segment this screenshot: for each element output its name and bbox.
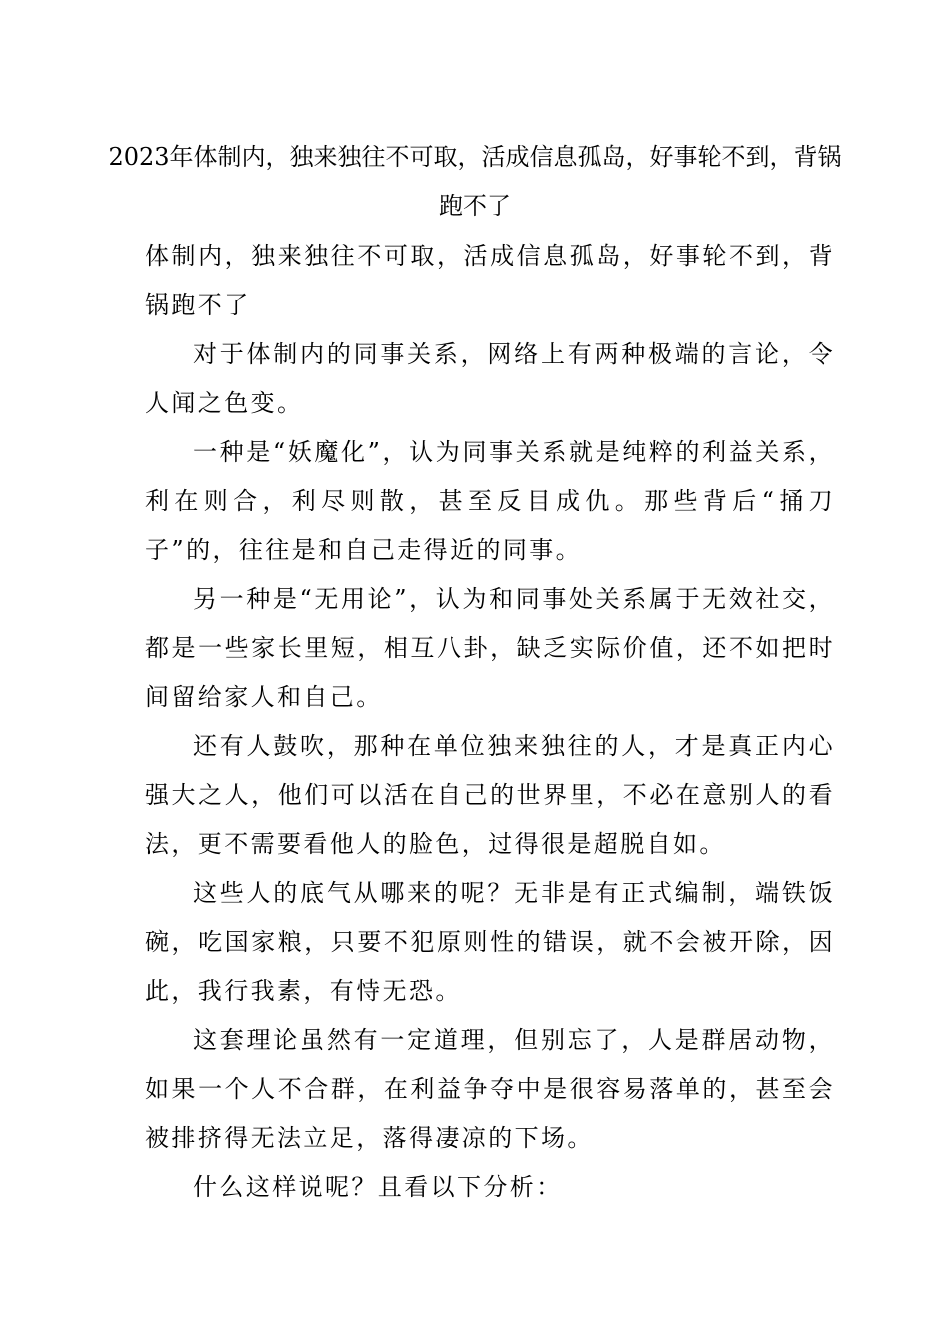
- document-body: [145, 232, 835, 1212]
- body-paragraph: 什么这样说呢？且看以下分析：: [193, 1173, 563, 1201]
- body-paragraph: 对于体制内的同事关系，网络上有两种极端的言论，令人闻之色变。: [145, 340, 835, 417]
- body-paragraph: 这套理论虽然有一定道理，但别忘了，人是群居动物，如果一个人不合群，在利益争夺中是很容易落单的，甚至会被排挤得无法立足，落得凄凉的下场。: [145, 1026, 835, 1152]
- body-paragraph: 另一种是“无用论”，认为和同事处关系属于无效社交，都是一些家长里短，相互八卦，缺乏实际价值，还不如把时间留给家人和自己。: [145, 585, 835, 711]
- body-paragraph: 这些人的底气从哪来的呢？无非是有正式编制，端铁饭碗，吃国家粮，只要不犯原则性的错误，就不会被开除，因此，我行我素，有恃无恐。: [145, 879, 835, 1005]
- body-paragraph: 一种是“妖魔化”，认为同事关系就是纯粹的利益关系，利在则合，利尽则散，甚至反目成仇。那些背后“捅刀子”的，往往是和自己走得近的同事。: [145, 438, 835, 564]
- body-paragraph: 还有人鼓吹，那种在单位独来独往的人，才是真正内心强大之人，他们可以活在自己的世界里，不必在意别人的看法，更不需要看他人的脸色，过得很是超脱自如。: [145, 732, 835, 858]
- document-title: 2023年体制内，独来独往不可取，活成信息孤岛，好事轮不到，背锅跑不了: [108, 143, 842, 220]
- subtitle-paragraph: 体制内，独来独往不可取，活成信息孤岛，好事轮不到，背锅跑不了: [145, 242, 835, 319]
